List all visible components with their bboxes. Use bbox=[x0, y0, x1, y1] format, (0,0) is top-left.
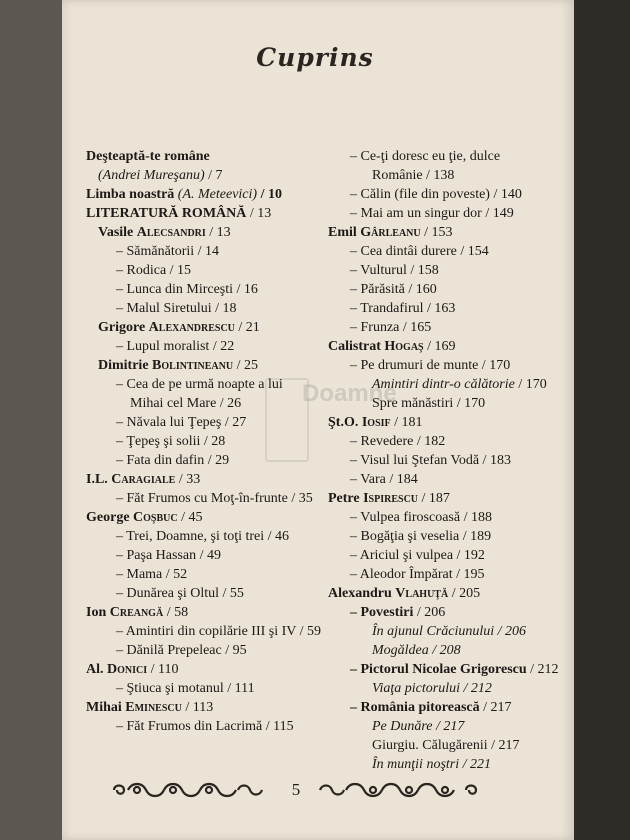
toc-entry-text: – Cea dintâi durere / 154 bbox=[350, 244, 489, 259]
toc-entry-text: Bolintineanu bbox=[152, 358, 234, 373]
toc-entry-text: – Povestiri bbox=[350, 605, 414, 620]
toc-entry bbox=[328, 603, 538, 622]
toc-entry-text: Mihai bbox=[86, 700, 126, 715]
toc-entry-text: Grigore bbox=[98, 320, 149, 335]
toc-entry-text: – Ştiuca şi motanul / 111 bbox=[116, 681, 255, 696]
toc-entry-text: / 110 bbox=[147, 662, 179, 677]
toc-entry bbox=[86, 660, 326, 679]
toc-entry-text: Dimitrie bbox=[98, 358, 153, 373]
toc-entry-text: / 13 bbox=[246, 206, 272, 221]
footer bbox=[0, 778, 630, 804]
toc-entry-text: – Dănilă Prepeleac / 95 bbox=[116, 643, 247, 658]
toc-entry-text: – Cea de pe urmă noapte a lui bbox=[116, 377, 283, 392]
toc-entry bbox=[328, 717, 538, 736]
toc-entry bbox=[86, 280, 326, 299]
toc-entry bbox=[328, 565, 538, 584]
toc-entry-text: / 21 bbox=[234, 320, 260, 335]
toc-entry-text: I.L. bbox=[86, 472, 112, 487]
toc-entry bbox=[86, 603, 326, 622]
toc-entry bbox=[86, 546, 326, 565]
toc-entry-text: / 206 bbox=[413, 605, 446, 620]
toc-entry bbox=[86, 356, 326, 375]
toc-entry-text: – Făt Frumos din Lacrimă / 115 bbox=[116, 719, 294, 734]
toc-entry bbox=[86, 717, 326, 736]
toc-entry bbox=[86, 223, 326, 242]
toc-entry bbox=[86, 185, 326, 204]
toc-entry-text: / 58 bbox=[163, 605, 189, 620]
toc-entry bbox=[328, 432, 538, 451]
toc-entry bbox=[328, 356, 538, 375]
toc-entry-text: – Mai am un singur dor / 149 bbox=[350, 206, 514, 221]
toc-entry-text: Emil bbox=[328, 225, 361, 240]
toc-entry bbox=[328, 755, 538, 774]
toc-entry-text: / 212 bbox=[526, 662, 559, 677]
toc-entry bbox=[328, 622, 538, 641]
toc-entry-text: Alexandru bbox=[328, 586, 396, 601]
toc-entry bbox=[328, 147, 538, 166]
toc-entry bbox=[328, 489, 538, 508]
toc-entry-text: / 13 bbox=[205, 225, 231, 240]
toc-entry-text: (A. Meteevici) bbox=[177, 187, 258, 202]
toc-entry bbox=[328, 546, 538, 565]
toc-entry-text: – Lunca din Mirceşti / 16 bbox=[116, 282, 258, 297]
toc-left-column bbox=[86, 147, 326, 736]
toc-entry bbox=[328, 698, 538, 717]
toc-entry bbox=[86, 489, 326, 508]
toc-entry-text: – Ce-ţi doresc eu ţie, dulce bbox=[350, 149, 501, 164]
toc-entry bbox=[328, 413, 538, 432]
toc-entry-text: – Aleodor Împărat / 195 bbox=[350, 567, 485, 582]
toc-entry-text: Mogăldea / 208 bbox=[372, 643, 461, 658]
toc-entry-text: – Vara / 184 bbox=[350, 472, 418, 487]
toc-entry bbox=[86, 337, 326, 356]
toc-entry bbox=[86, 565, 326, 584]
toc-entry bbox=[86, 318, 326, 337]
toc-entry-text: / 170 bbox=[514, 377, 547, 392]
toc-entry bbox=[328, 641, 538, 660]
toc-entry bbox=[86, 413, 326, 432]
toc-entry-text: – Rodica / 15 bbox=[116, 263, 192, 278]
toc-entry-text: Limba noastră bbox=[86, 187, 178, 202]
toc-entry-text: Giurgiu. Călugărenii / 217 bbox=[372, 738, 520, 753]
toc-entry-text: / 153 bbox=[420, 225, 453, 240]
toc-entry-text: – Sămănătorii / 14 bbox=[116, 244, 220, 259]
toc-entry-text: În ajunul Crăciunului / 206 bbox=[372, 624, 526, 639]
toc-entry bbox=[86, 261, 326, 280]
toc-entry-text: Hogaş bbox=[384, 339, 424, 354]
ornament-left-icon bbox=[108, 778, 268, 802]
toc-entry-text: / 181 bbox=[390, 415, 423, 430]
toc-entry-text: – Trandafirul / 163 bbox=[350, 301, 456, 316]
toc-entry-text: – Pictorul Nicolae Grigorescu bbox=[350, 662, 527, 677]
toc-entry-text: / 217 bbox=[479, 700, 512, 715]
toc-entry bbox=[328, 736, 538, 755]
toc-entry bbox=[328, 299, 538, 318]
toc-entry-text: Viaţa pictorului / 212 bbox=[372, 681, 492, 696]
toc-entry-text: Caragiale bbox=[111, 472, 176, 487]
toc-entry-text: / 10 bbox=[257, 187, 282, 202]
toc-entry-text: (Andrei Mureşanu) bbox=[98, 168, 205, 183]
toc-entry-text: / 169 bbox=[423, 339, 456, 354]
toc-entry bbox=[86, 147, 326, 166]
toc-entry-text: – Bogăţia şi veselia / 189 bbox=[350, 529, 492, 544]
toc-entry-text: – Vulpea firoscoasă / 188 bbox=[350, 510, 492, 525]
toc-entry-text: Ispirescu bbox=[363, 491, 419, 506]
ornament-right-icon bbox=[316, 778, 486, 802]
toc-entry bbox=[328, 204, 538, 223]
toc-entry bbox=[328, 660, 559, 679]
toc-entry-text: Gârleanu bbox=[360, 225, 421, 240]
toc-right-column bbox=[328, 147, 559, 774]
toc-entry-text: Românie / 138 bbox=[372, 168, 455, 183]
toc-entry bbox=[86, 394, 326, 413]
toc-entry bbox=[86, 641, 326, 660]
toc-entry bbox=[86, 622, 326, 641]
toc-entry-text: Al. bbox=[86, 662, 107, 677]
background-edge bbox=[574, 0, 630, 840]
toc-entry-text: – Visul lui Ştefan Vodă / 183 bbox=[350, 453, 511, 468]
toc-entry-text: – Revedere / 182 bbox=[350, 434, 446, 449]
toc-entry-text: – Trei, Doamne, şi toţi trei / 46 bbox=[116, 529, 290, 544]
toc-entry bbox=[86, 527, 326, 546]
toc-entry-text: George bbox=[86, 510, 134, 525]
toc-entry bbox=[328, 166, 538, 185]
toc-entry-text: – România pitorească bbox=[350, 700, 480, 715]
toc-entry bbox=[86, 698, 326, 717]
toc-entry bbox=[328, 584, 538, 603]
toc-entry bbox=[328, 394, 538, 413]
toc-entry-text: Mihai cel Mare / 26 bbox=[130, 396, 242, 411]
toc-entry-text: – Vulturul / 158 bbox=[350, 263, 439, 278]
toc-entry bbox=[86, 375, 326, 394]
toc-entry bbox=[86, 679, 326, 698]
toc-entry-text: Eminescu bbox=[125, 700, 182, 715]
toc-entry-text: În munţii noştri / 221 bbox=[372, 757, 492, 772]
toc-entry-text: – Mama / 52 bbox=[116, 567, 188, 582]
toc-entry-text: – Făt Frumos cu Moţ-în-frunte / 35 bbox=[116, 491, 313, 506]
page-title: Cuprins bbox=[256, 43, 374, 72]
toc-entry bbox=[328, 375, 547, 394]
toc-entry bbox=[328, 318, 538, 337]
toc-entry-text: Deşteaptă-te române bbox=[86, 149, 210, 164]
toc-entry-text: / 205 bbox=[448, 586, 481, 601]
toc-entry-text: Alexandrescu bbox=[148, 320, 235, 335]
toc-entry bbox=[328, 242, 538, 261]
toc-entry-text: Iosif bbox=[361, 415, 391, 430]
toc-entry bbox=[328, 508, 538, 527]
toc-entry-text: / 45 bbox=[177, 510, 203, 525]
toc-entry-text: / 33 bbox=[175, 472, 201, 487]
toc-entry-text: Alecsandri bbox=[136, 225, 206, 240]
toc-entry bbox=[86, 451, 326, 470]
toc-entry-text: / 187 bbox=[418, 491, 450, 506]
toc-entry-text: – Amintiri din copilărie III şi IV / 59 bbox=[116, 624, 322, 639]
toc-entry-text: – Dunărea şi Oltul / 55 bbox=[116, 586, 244, 601]
toc-entry-text: – Năvala lui Ţepeş / 27 bbox=[116, 415, 247, 430]
toc-entry-text: Pe Dunăre / 217 bbox=[372, 719, 465, 734]
watermark-text: Doamne bbox=[302, 380, 397, 407]
toc-entry-text: Spre mănăstiri / 170 bbox=[372, 396, 486, 411]
toc-entry bbox=[328, 470, 538, 489]
toc-entry bbox=[86, 470, 326, 489]
toc-entry bbox=[328, 527, 538, 546]
toc-entry-text: Ion bbox=[86, 605, 110, 620]
toc-entry-text: Petre bbox=[328, 491, 364, 506]
toc-entry-text: – Lupul moralist / 22 bbox=[116, 339, 235, 354]
toc-entry-text: Vlahuţă bbox=[395, 586, 449, 601]
toc-entry-text: – Fata din dafin / 29 bbox=[116, 453, 230, 468]
toc-entry-text: Şt.O. bbox=[328, 415, 362, 430]
toc-entry bbox=[86, 508, 326, 527]
toc-entry-text: / 113 bbox=[181, 700, 214, 715]
toc-entry-text: – Părăsită / 160 bbox=[350, 282, 437, 297]
toc-entry-text: Donici bbox=[107, 662, 148, 677]
toc-entry bbox=[86, 166, 326, 185]
toc-entry-text: / 25 bbox=[233, 358, 258, 373]
toc-entry bbox=[86, 204, 326, 223]
toc-entry-text: Amintiri dintr-o călătorie bbox=[372, 377, 515, 392]
toc-entry bbox=[328, 185, 538, 204]
page-number: 5 bbox=[291, 780, 301, 799]
toc-entry-text: Calistrat bbox=[328, 339, 385, 354]
toc-entry bbox=[86, 432, 326, 451]
toc-entry-text: – Ariciul şi vulpea / 192 bbox=[350, 548, 485, 563]
toc-entry-text: Coşbuc bbox=[133, 510, 178, 525]
toc-entry bbox=[328, 280, 538, 299]
toc-entry-text: Vasile bbox=[98, 225, 137, 240]
toc-entry-text: Creangă bbox=[109, 605, 164, 620]
toc-entry bbox=[328, 261, 538, 280]
toc-entry bbox=[86, 584, 326, 603]
toc-entry-text: – Pe drumuri de munte / 170 bbox=[350, 358, 511, 373]
toc-entry bbox=[328, 451, 538, 470]
toc-entry bbox=[86, 299, 326, 318]
toc-entry bbox=[328, 679, 538, 698]
toc-entry-text: – Malul Siretului / 18 bbox=[116, 301, 237, 316]
toc-entry bbox=[328, 223, 538, 242]
toc-entry-text: – Ţepeş şi solii / 28 bbox=[116, 434, 226, 449]
toc-entry-text: / 7 bbox=[204, 168, 223, 183]
toc-entry-text: – Paşa Hassan / 49 bbox=[116, 548, 221, 563]
toc-entry bbox=[86, 242, 326, 261]
toc-entry-text: – Frunza / 165 bbox=[350, 320, 432, 335]
toc-entry-text: – Călin (file din poveste) / 140 bbox=[350, 187, 522, 202]
toc-entry-text: LITERATURĂ ROMÂNĂ bbox=[86, 206, 247, 221]
toc-entry bbox=[328, 337, 538, 356]
